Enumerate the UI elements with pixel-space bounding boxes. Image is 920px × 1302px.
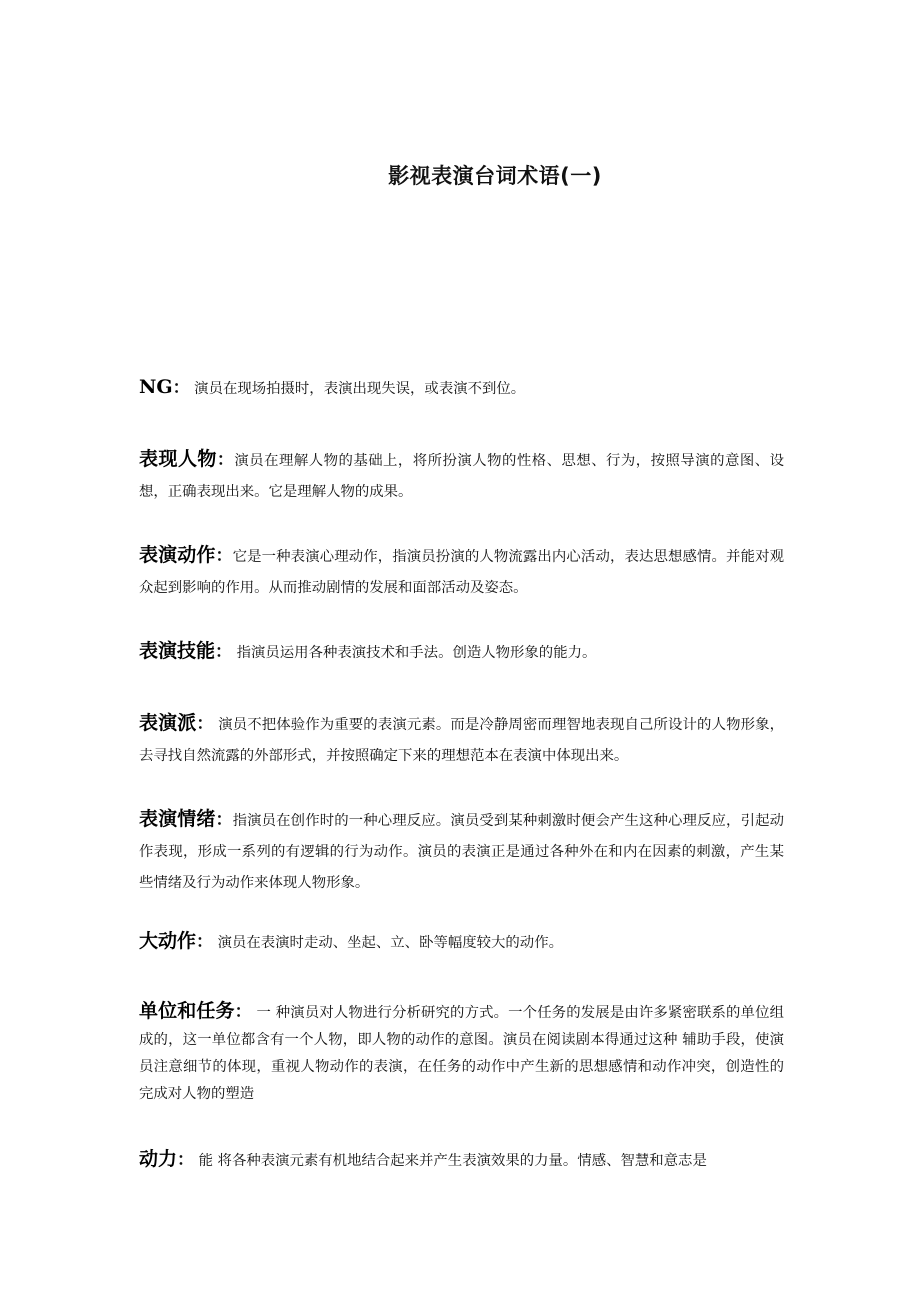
- entry-da-dongzuo: [139, 926, 784, 959]
- entry-term: 单位和任务: [139, 1000, 235, 1022]
- entry-term: 表演动作: [139, 544, 216, 566]
- entry-colon: ：: [215, 642, 233, 662]
- entry-definition: 指演员运用各种表演技术和手法。创造人物形象的能力。: [236, 645, 597, 661]
- entry-colon: ：: [177, 1150, 195, 1170]
- entry-biaoyan-dongzuo: [139, 540, 784, 604]
- entry-definition: 能 将各种表演元素有机地结合起来并产生表演效果的力量。情感、智慧和意志是: [198, 1153, 707, 1169]
- entry-biaoxian-renwu: [139, 444, 784, 508]
- entry-colon: ：: [196, 932, 214, 952]
- entry-colon: ：: [196, 714, 214, 734]
- entry-definition: 一 种演员对人物进行分析研究的方式。一个任务的发展是由许多紧密联系的单位组成的，这一单位都含有一个人物，即人物的动作的意图。演员在阅读剧本得通过这种 辅助手段，使演员注意细节的体现，重视人物动作的表演，在任务的动作中产生新的思想感情和动作冲突，创造性的完成对人物的塑造: [139, 1005, 784, 1102]
- entry-dongli: [139, 1144, 784, 1177]
- entry-definition: 它是一种表演心理动作，指演员扮演的人物流露出内心活动，表达思想感情。并能对观众起到影响的作用。从而推动剧情的发展和面部活动及姿态。: [139, 549, 784, 596]
- entry-definition: 演员在表演时走动、坐起、立、卧等幅度较大的动作。: [217, 935, 563, 951]
- entry-definition: 指演员在创作时的一种心理反应。演员受到某种刺激时便会产生这种心理反应，引起动作表现，形成一系列的有逻辑的行为动作。演员的表演正是通过各种外在和内在因素的刺激，产生某些情绪及行为动作来体现人物形象。: [139, 813, 784, 891]
- entry-danwei-he-renwu: [139, 998, 784, 1108]
- entry-definition: 演员在现场拍摄时，表演出现失误，或表演不到位。: [194, 381, 526, 397]
- entry-colon: ：: [216, 450, 235, 470]
- entry-colon: ：: [234, 1002, 252, 1022]
- entry-term: 动力: [139, 1148, 178, 1170]
- entry-biaoyan-pai: [139, 708, 784, 772]
- entry-term: NG: [139, 376, 173, 398]
- entry-colon: ：: [172, 378, 190, 398]
- entry-definition: 演员在理解人物的基础上，将所扮演人物的性格、思想、行为，按照导演的意图、设想，正确表现出来。它是理解人物的成果。: [139, 453, 784, 500]
- entry-term: 表现人物: [139, 448, 217, 470]
- entry-term: 表演派: [139, 712, 197, 734]
- entry-term: 表演情绪: [139, 808, 216, 830]
- entry-term: 大动作: [139, 930, 197, 952]
- entry-colon: ：: [215, 810, 233, 830]
- entry-definition: 演员不把体验作为重要的表演元素。而是冷静周密而理智地表现自己所设计的人物形象，去寻找自然流露的外部形式，并按照确定下来的理想范本在表演中体现出来。: [139, 717, 784, 764]
- entry-colon: ：: [215, 546, 233, 566]
- entry-ng: [139, 372, 784, 405]
- document-title: 影视表演台词术语(一): [388, 164, 602, 188]
- entry-biaoyan-qingxu: [139, 804, 784, 899]
- entry-biaoyan-jineng: [139, 636, 784, 669]
- entry-term: 表演技能: [139, 640, 216, 662]
